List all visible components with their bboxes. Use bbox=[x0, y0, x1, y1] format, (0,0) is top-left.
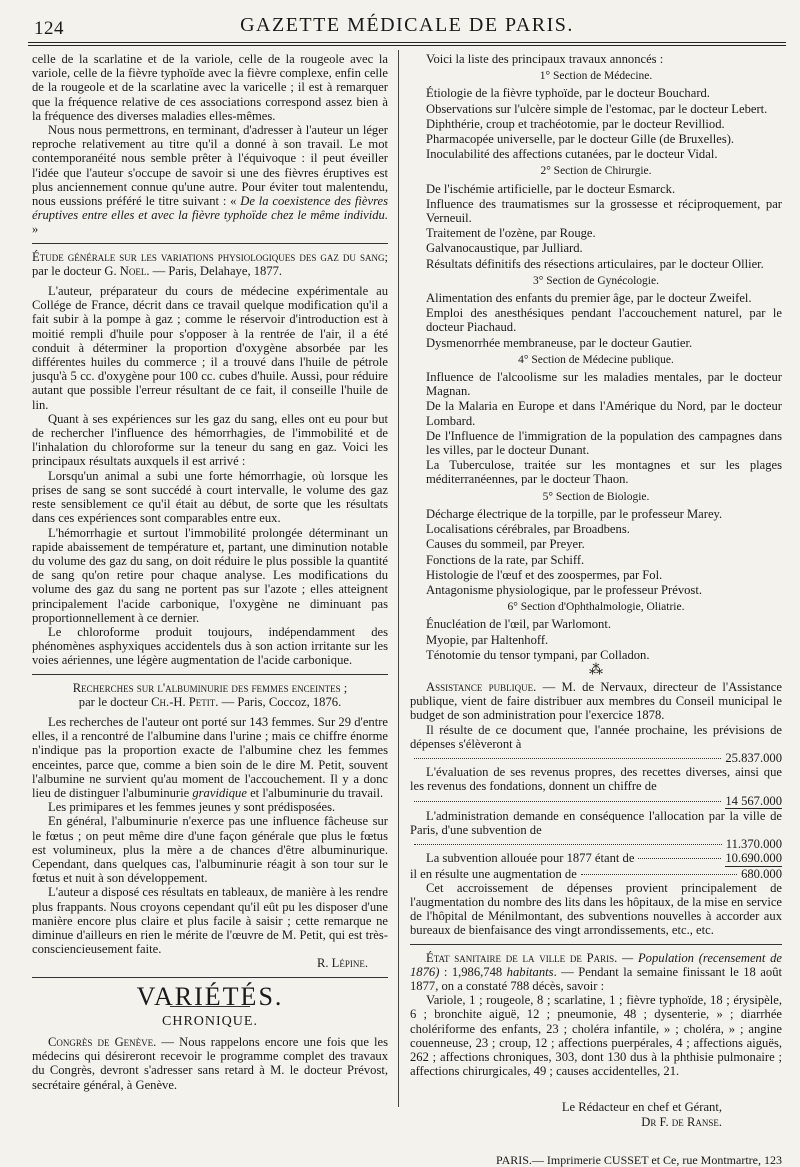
list bbox=[410, 617, 782, 662]
section-heading: 6° Section d'Ophthalmologie, Oliatrie. bbox=[507, 601, 685, 614]
separator bbox=[32, 243, 388, 244]
list-item: Myopie, par Haltenhoff. bbox=[426, 632, 549, 647]
separator bbox=[410, 944, 782, 945]
paragraph: Lorsqu'un animal a subi une forte hémorrhagie, où lorsque les prises de sang se sont succédé à court intervalle, le volume des gaz reste sensiblement ce qu'il était au début, de sorte que les résultats dans ces expériences sont comparables entre eux. bbox=[32, 468, 388, 526]
paragraph: L'hémorrhagie et surtout l'immobilité prolongée déterminant un rapide abaissement de température et, partant, une diminution notable du volume des gaz du sang, on doit réduire le plus possible la quantité de sang qu'on retire pour chaque analyse. Les modifications du volume des gaz du sang ne portent pas sur l'azote ; elles atteignent principalement l'acide carbonique, l'oxygène ne diminuant pas proportionnellement à ce dernier. bbox=[32, 525, 388, 625]
paragraph: Il résulte de ce document que, l'année prochaine, les prévisions de dépenses s'élèveront à bbox=[410, 722, 782, 751]
column-divider bbox=[398, 50, 399, 1107]
budget-line: 14 567.000 bbox=[410, 794, 782, 809]
paragraph: Voici la liste des principaux travaux annoncés : bbox=[426, 52, 664, 66]
paragraph: Le chloroforme produit toujours, indépendamment des phénomènes asphyxiques accidentels dus à son action irritante sur les voies aériennes, une légère augmentation de l'acide carbonique. bbox=[32, 624, 388, 668]
list-item: Décharge électrique de la torpille, par le professeur Marey. bbox=[426, 506, 723, 521]
paragraph: En général, l'albuminurie n'exerce pas une influence fâcheuse sur le fœtus ; on peut même dire d'une façon générale que plus le fœtus est volumineux, plus la mère a de chances d'être albuminurique. Cependant, dans quelques cas, l'albuminurie réagit à son tour sur le fœtus et nuit à son développement. bbox=[32, 814, 388, 886]
list-item: Influence des traumatismes sur la grossesse et réciproquement, par Verneuil. bbox=[426, 196, 782, 226]
page-number: 124 bbox=[34, 18, 64, 39]
paragraph: L'auteur, préparateur du cours de médecine expérimentale au Collége de France, décrit dans ce travail quelque modification qu'il a fait subir à la pompe à gaz ; comme le réservoir d'introduction est à moitié rempli d'huile pour s'opposer à la rentrée de l'air, il a été conduit à déterminer la proportion d'oxygène absorbée par les différentes huiles du commerce ; il a trouvé dans l'huile de pétrole jusqu'à 5 cc. d'oxygène pour 100 cc. cubes d'huile. Aussi, pour réduire autant que possible l'erreur résultant de ce fait, il conseille l'huile de lin. bbox=[32, 284, 388, 412]
separator bbox=[32, 977, 388, 978]
printer-imprint: PARIS.— Imprimerie CUSSET et Ce, rue Montmartre, 123 bbox=[496, 1152, 782, 1167]
signature-line: Le Rédacteur en chef et Gérant, bbox=[561, 1100, 722, 1115]
paragraph: L'auteur a disposé ces résultats en tableaux, de manière à les rendre plus frappants. Nous croyons cependant qu'il eût pu les disposer d'une manière encore plus claire et plus facile à saisir ; cette remarque ne diminue d'ailleurs en rien le mérite de l'œuvre de M. Petit, qui est très-consciencieusement faite. bbox=[32, 885, 388, 957]
list-item: La Tuberculose, traitée sur les montagnes et sur les plages méditerranéennes, par le docteur Thaon. bbox=[426, 458, 782, 487]
review-heading: Recherches sur l'albuminurie des femmes enceintes ; bbox=[72, 680, 348, 695]
list-item: Diphthérie, croup et trachéotomie, par le docteur Revilliod. bbox=[426, 116, 725, 131]
separator bbox=[32, 674, 388, 675]
list-item: Causes du sommeil, par Preyer. bbox=[426, 537, 585, 552]
list bbox=[410, 291, 782, 350]
paragraph: celle de la scarlatine et de la variole, celle de la rougeole avec la variole, celle de la fièvre typhoïde avec la fièvre complexe, enfin celle de la rougeole et de la scarlatine avec la varicelle ; il est à remarquer que la fréquence relative de ces associations correspond assez bien à la fréquence des diverses maladies elles-mêmes. bbox=[32, 52, 388, 123]
signature-block bbox=[410, 1100, 782, 1128]
list-item: Inoculabilité des affections cutanées, par le docteur Vidal. bbox=[426, 147, 718, 162]
section-heading: 1° Section de Médecine. bbox=[539, 70, 653, 83]
paragraph: Les recherches de l'auteur ont porté sur 143 femmes. Sur 29 d'entre elles, il a rencontré de l'albumine dans l'urine ; mais ce chiffre énorme n'indique pas la proportion exacte de l'albumine chez les femmes enceintes, parce que, comme a bien soin de le dire M. Petit, souvent l'albumine ne survient qu'au moment de l'accouchement. Il y a donc lieu de distinguer l'albuminurie gravidique et l'albuminurie du travail. bbox=[32, 714, 388, 800]
list-item: Emploi des anesthésiques pendant l'accouchement naturel, par le docteur Piachaud. bbox=[426, 306, 782, 335]
review-byline: par le docteur Ch.-H. Petit. — Paris, Coccoz, 1876. bbox=[78, 694, 342, 709]
budget-line: 25.837.000 bbox=[410, 751, 782, 765]
budget-line: La subvention allouée pour 1877 étant de 10.690.000 bbox=[426, 851, 782, 866]
list-item: Localisations cérébrales, par Broadbens. bbox=[426, 522, 630, 537]
section-heading: 2° Section de Chirurgie. bbox=[540, 165, 652, 178]
list bbox=[410, 507, 782, 597]
list-item: Observations sur l'ulcère simple de l'estomac, par le docteur Lebert. bbox=[426, 101, 768, 116]
signature-name: Dr F. de Ranse. bbox=[641, 1114, 722, 1129]
subsection-title: CHRONIQUE. bbox=[162, 1013, 258, 1029]
section-title: VARIÉTÉS. bbox=[136, 981, 284, 1011]
list-item: Galvanocaustique, par Julliard. bbox=[426, 241, 583, 256]
page-header bbox=[28, 2, 786, 46]
budget-line: 11.370.000 bbox=[410, 837, 782, 851]
list-item: Alimentation des enfants du premier âge, par le docteur Zweifel. bbox=[426, 291, 752, 306]
paragraph: L'évaluation de ses revenus propres, des recettes diverses, ainsi que les revenus des fondations, donnent un chiffre de bbox=[410, 765, 782, 794]
review-heading: Étude générale sur les variations physiologiques des gaz du sang; par le docteur G. Noel. — Paris, Delahaye, 1877. bbox=[32, 249, 388, 278]
paragraph: Nous nous permettrons, en terminant, d'adresser à l'auteur un léger reproche relativement au titre qu'il a donné à son travail. Le mot contemporanéité nous semble prêter à l'équivoque : il peut éveiller l'idée que l'auteur s'occupe de savoir si une des fièvres éruptives est plus anciennement connue qu'une autre. Pour éviter tout malentendu, nous eussions préféré le titre suivant : « De la coexistence des fièvres éruptives entre elles et avec la fièvre typhoïde chez le même individu. » bbox=[32, 123, 388, 237]
asterism: ⁂ bbox=[589, 662, 603, 678]
paragraph: Cet accroissement de dépenses provient principalement de l'augmentation du nombre des lits dans les hôpitaux, de la mise en service de l'hôpital de Ménilmontant, des subventions nouvelles à accorder aux bureaux de bienfaisance des vingt arrondissements, etc., etc. bbox=[410, 880, 782, 938]
section-heading: 3° Section de Gynécologie. bbox=[533, 274, 659, 287]
section-heading: 5° Section de Biologie. bbox=[542, 490, 650, 503]
journal-title: GAZETTE MÉDICALE DE PARIS. bbox=[240, 14, 574, 36]
list-item: Traitement de l'ozène, par Rouge. bbox=[426, 226, 596, 241]
paragraph: État sanitaire de la ville de Paris. — Population (recensement de 1876) : 1,986,748 habitants. — Pendant la semaine finissant le 18 août 1877, on a constaté 788 décès, savoir : bbox=[410, 950, 782, 993]
list bbox=[410, 86, 782, 161]
list-item: Étiologie de la fièvre typhoïde, par le docteur Bouchard. bbox=[426, 86, 710, 101]
list-item: Antagonisme physiologique, par le professeur Prévost. bbox=[426, 582, 702, 597]
list bbox=[410, 182, 782, 271]
list-item: Ténotomie du tensor tympani, par Colladon. bbox=[426, 647, 650, 662]
paragraph: Congrès de Genève. — Nous rappelons encore une fois que les médecins qui désireront recevoir le programme complet des travaux du Congrès, devront s'adresser sans retard à M. le docteur Prévost, secrétaire général, à Genève. bbox=[32, 1035, 389, 1092]
list-item: Histologie de l'œuf et des zoospermes, par Fol. bbox=[426, 567, 663, 582]
list-item: Énucléation de l'œil, par Warlomont. bbox=[426, 617, 611, 632]
paragraph: Variole, 1 ; rougeole, 8 ; scarlatine, 1 ; fièvre typhoïde, 18 ; érysipèle, 6 ; bronchite aiguë, 12 ; pneumonie, 48 ; dysenterie, » ; diarrhée cholériforme des enfants, 23 ; choléra infantile, » ; choléra, » ; angine couenneuse, 23 ; croup, 12 ; affections puerpérales, 4 ; affections aiguës, 262 ; affections chroniques, 303, dont 130 dus à la phthisie pulmonaire ; affections chirurgicales, 49 ; causes accidentelles, 21. bbox=[410, 993, 782, 1079]
list-item: Fonctions de la rate, par Schiff. bbox=[426, 552, 585, 567]
list-item: Dysmenorrhée membraneuse, par le docteur Gautier. bbox=[426, 335, 693, 350]
budget-line: il en résulte une augmentation de 680.000 bbox=[410, 866, 782, 881]
list-item: Résultats définitifs des résections articulaires, par le docteur Ollier. bbox=[426, 256, 764, 271]
list bbox=[410, 370, 782, 487]
list-item: De l'Influence de l'immigration de la population des campagnes dans les villes, par le docteur Dunant. bbox=[426, 428, 782, 458]
paragraph: L'administration demande en conséquence l'allocation par la ville de Paris, d'une subvention de bbox=[410, 808, 782, 837]
paragraph: Les primipares et les femmes jeunes y sont prédisposées. bbox=[48, 800, 336, 815]
list-item: De la Malaria en Europe et dans l'Amérique du Nord, par le docteur Lombard. bbox=[426, 399, 782, 428]
right-column bbox=[410, 52, 782, 1167]
list-item: Pharmacopée universelle, par le docteur Gille (de Bruxelles). bbox=[426, 132, 735, 147]
list-item: De l'ischémie artificielle, par le docteur Esmarck. bbox=[426, 181, 676, 196]
list-item: Influence de l'alcoolisme sur les maladies mentales, par le docteur Magnan. bbox=[426, 370, 782, 399]
header-rule bbox=[28, 42, 786, 46]
signature: R. Lépine. bbox=[316, 956, 368, 971]
paragraph: Assistance publique. — M. de Nervaux, directeur de l'Assistance publique, vient de faire distribuer aux membres du Conseil municipal le budget de son administration pour l'exercice 1878. bbox=[410, 679, 782, 723]
left-column bbox=[32, 52, 388, 1092]
paragraph: Quant à ses expériences sur les gaz du sang, elles ont eu pour but de rechercher l'influence des hémorrhagies, de l'immobilité et de l'inhalation du chloroforme sur la teneur du sang en gaz. Voici les principaux résultats auxquels il est arrivé : bbox=[32, 411, 388, 469]
section-heading: 4° Section de Médecine publique. bbox=[518, 353, 674, 366]
